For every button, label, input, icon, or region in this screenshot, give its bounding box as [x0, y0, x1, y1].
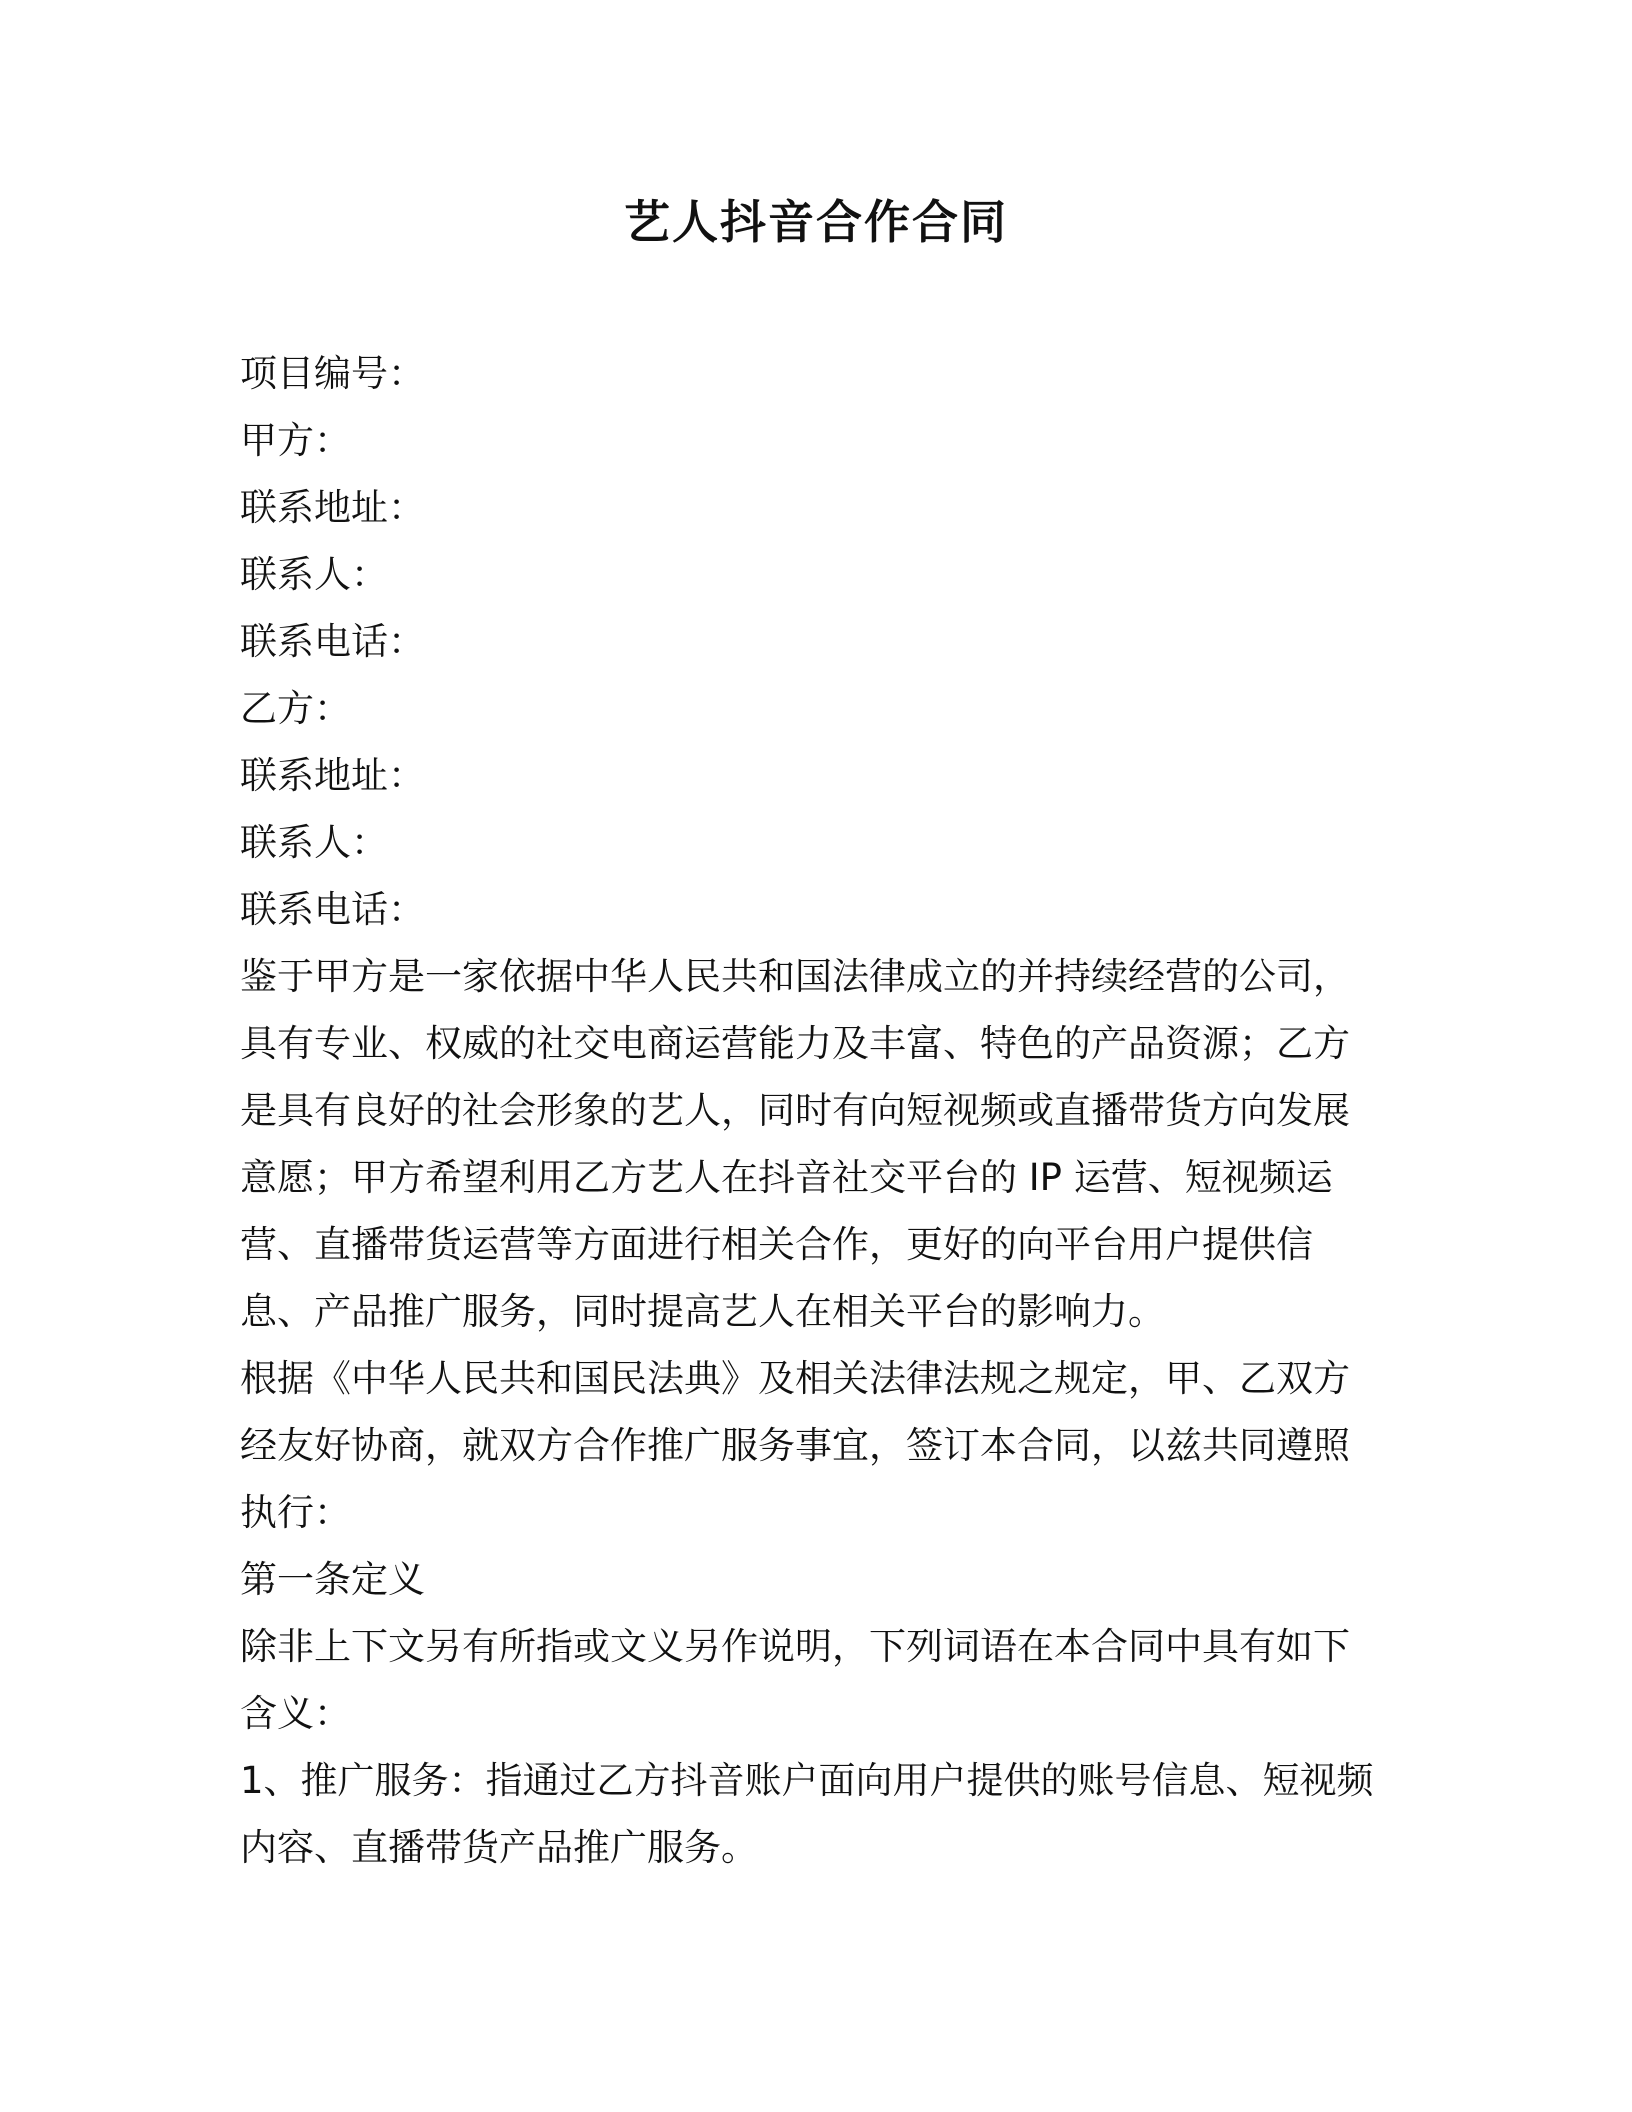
field-party-a-phone: 联系电话：	[240, 620, 425, 663]
field-party-b: 乙方：	[240, 687, 351, 730]
field-party-a-address: 联系地址：	[240, 486, 425, 529]
definitions-intro-line: 除非上下文另有所指或文义另作说明，下列词语在本合同中具有如下	[240, 1625, 1350, 1668]
field-party-b-contact: 联系人：	[240, 821, 388, 864]
definitions-intro-line: 含义：	[240, 1692, 351, 1735]
field-project-number: 项目编号：	[240, 352, 425, 395]
field-party-a: 甲方：	[240, 419, 351, 462]
legal-basis-line: 经友好协商，就双方合作推广服务事宜，签订本合同，以兹共同遵照	[240, 1424, 1350, 1467]
document-body	[240, 340, 1390, 1881]
definition-item-line: 内容、直播带货产品推广服务。	[240, 1826, 758, 1869]
field-party-b-address: 联系地址：	[240, 754, 425, 797]
preamble-line: 息、产品推广服务，同时提高艺人在相关平台的影响力。	[240, 1290, 1165, 1333]
preamble-line: 意愿；甲方希望利用乙方艺人在抖音社交平台的 IP 运营、短视频运	[240, 1156, 1333, 1199]
preamble-line: 是具有良好的社会形象的艺人，同时有向短视频或直播带货方向发展	[240, 1089, 1350, 1132]
field-party-a-contact: 联系人：	[240, 553, 388, 596]
preamble-line: 营、直播带货运营等方面进行相关合作，更好的向平台用户提供信	[240, 1223, 1313, 1266]
field-party-b-phone: 联系电话：	[240, 888, 425, 931]
document-title: 艺人抖音合作合同	[624, 195, 1008, 249]
legal-basis-line: 根据《中华人民共和国民法典》及相关法律法规之规定，甲、乙双方	[240, 1357, 1350, 1400]
definition-item-line: 1、推广服务：指通过乙方抖音账户面向用户提供的账号信息、短视频	[240, 1759, 1374, 1802]
legal-basis-line: 执行：	[240, 1491, 351, 1534]
article-heading: 第一条定义	[240, 1558, 425, 1601]
preamble-line: 鉴于甲方是一家依据中华人民共和国法律成立的并持续经营的公司，	[240, 955, 1350, 998]
preamble-line: 具有专业、权威的社交电商运营能力及丰富、特色的产品资源；乙方	[240, 1022, 1350, 1065]
